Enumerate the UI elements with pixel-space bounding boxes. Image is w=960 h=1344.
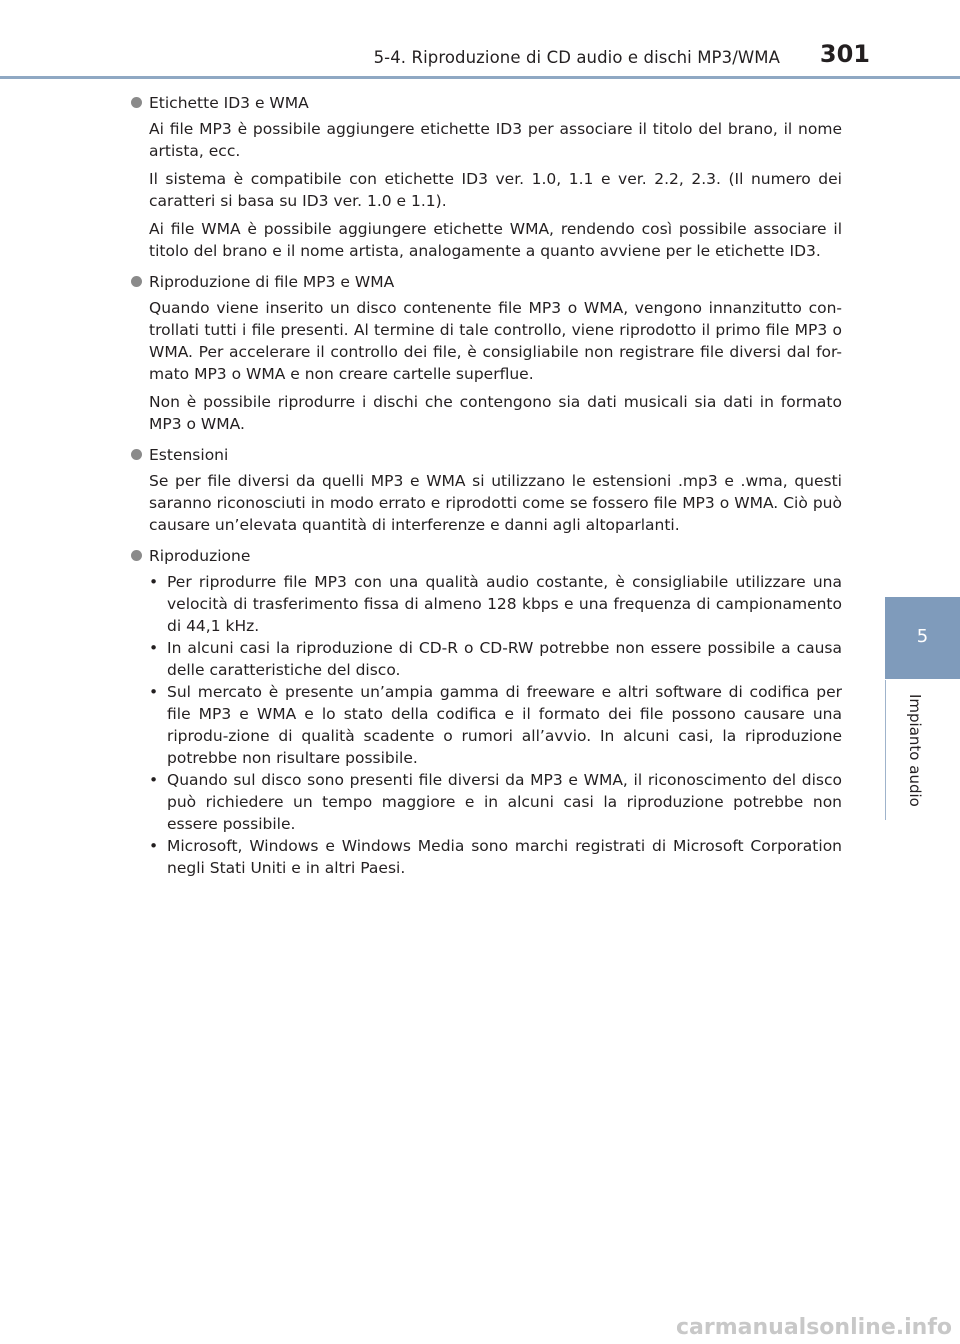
section-heading-text: Riproduzione di file MP3 e WMA xyxy=(149,273,395,291)
bullet-dot-icon xyxy=(131,449,142,460)
section-heading-text: Estensioni xyxy=(149,446,229,464)
paragraph: Ai file WMA è possibile aggiungere etichette WMA, rendendo così possibile associare il titolo del brano e il nome artista, analogamente a quanto avviene per le etichette ID3. xyxy=(149,220,842,260)
section-heading-text: Riproduzione xyxy=(149,547,251,565)
bullet-dot-icon xyxy=(131,97,142,108)
list-item-text: Microsoft, Windows e Windows Media sono marchi registrati di Microsoft Corporation negli Stati Uniti e in altri Paesi. xyxy=(167,837,842,877)
list-bullet: • xyxy=(149,683,159,701)
list-item-text: In alcuni casi la riproduzione di CD-R o CD-RW potrebbe non essere possibile a causa delle caratteristiche del disco. xyxy=(167,639,842,679)
list-item xyxy=(149,637,842,681)
section-mp3-wma-playback xyxy=(131,271,842,435)
page-number: 301 xyxy=(819,40,870,68)
paragraph: Non è possibile riprodurre i dischi che contengono sia dati musicali sia dati in formato MP3 o WMA. xyxy=(149,393,842,433)
list-item-text: Quando sul disco sono presenti file diversi da MP3 e WMA, il riconoscimento del disco può richiedere un tempo maggiore e in alcuni casi la riproduzione potrebbe non essere possibile. xyxy=(167,771,842,833)
section-extensions xyxy=(131,444,842,536)
bullet-dot-icon xyxy=(131,276,142,287)
section-heading-text: Etichette ID3 e WMA xyxy=(149,94,309,112)
paragraph: Il sistema è compatibile con etichette ID3 ver. 1.0, 1.1 e ver. 2.2, 2.3. (Il numero dei caratteri si basa su ID3 ver. 1.0 e 1.1). xyxy=(149,170,842,210)
playback-notes-list xyxy=(131,571,842,879)
chapter-tab-number: 5 xyxy=(916,626,929,647)
bullet-dot-icon xyxy=(131,550,142,561)
list-bullet: • xyxy=(149,837,159,855)
section-heading xyxy=(131,545,842,567)
section-heading xyxy=(131,271,842,293)
section-heading xyxy=(131,92,842,114)
paragraph: Se per file diversi da quelli MP3 e WMA si utilizzano le estensioni .mp3 e .wma, questi saranno riconosciuti in modo errato e riprodotti come se fossero file MP3 o WMA. Ciò può causare un’elevata quantità di interferenze e danni agli altoparlanti. xyxy=(149,472,842,534)
list-item xyxy=(149,835,842,879)
list-bullet: • xyxy=(149,639,159,657)
watermark: carmanualsonline.info xyxy=(676,1315,952,1340)
page-content xyxy=(131,92,842,888)
list-item-text: Per riprodurre file MP3 con una qualità audio costante, è consigliabile utilizzare una velocità di trasferimento fissa di almeno 128 kbps e una frequenza di campionamento di 44,1 kHz. xyxy=(167,573,842,635)
list-bullet: • xyxy=(149,573,159,591)
section-id3-wma-tags xyxy=(131,92,842,262)
list-item xyxy=(149,571,842,637)
section-playback xyxy=(131,545,842,879)
list-item-text: Sul mercato è presente un’ampia gamma di freeware e altri software di codifica per file MP3 e WMA e lo stato della codifica e il formato dei file possono causare una riprodu-zione di qualità scadente o rumori all’avvio. In alcuni casi, la riproduzione potrebbe non risultare possibile. xyxy=(167,683,842,767)
section-header-title: 5-4. Riproduzione di CD audio e dischi MP3/WMA xyxy=(373,48,780,67)
list-item xyxy=(149,769,842,835)
list-bullet: • xyxy=(149,771,159,789)
paragraph: Quando viene inserito un disco contenente file MP3 o WMA, vengono innanzitutto con-trollati tutti i file presenti. Al termine di tale controllo, viene riprodotto il primo file MP3 o WMA. Per accelerare il controllo dei file, è consigliabile non registrare file diversi dal for-mato MP3 o WMA e non creare cartelle superflue. xyxy=(149,299,842,383)
paragraph: Ai file MP3 è possibile aggiungere etichette ID3 per associare il titolo del brano, il nome artista, ecc. xyxy=(149,120,842,160)
header-divider xyxy=(0,76,960,79)
list-item xyxy=(149,681,842,769)
chapter-tab-label: Impianto audio xyxy=(906,693,924,807)
section-heading xyxy=(131,444,842,466)
